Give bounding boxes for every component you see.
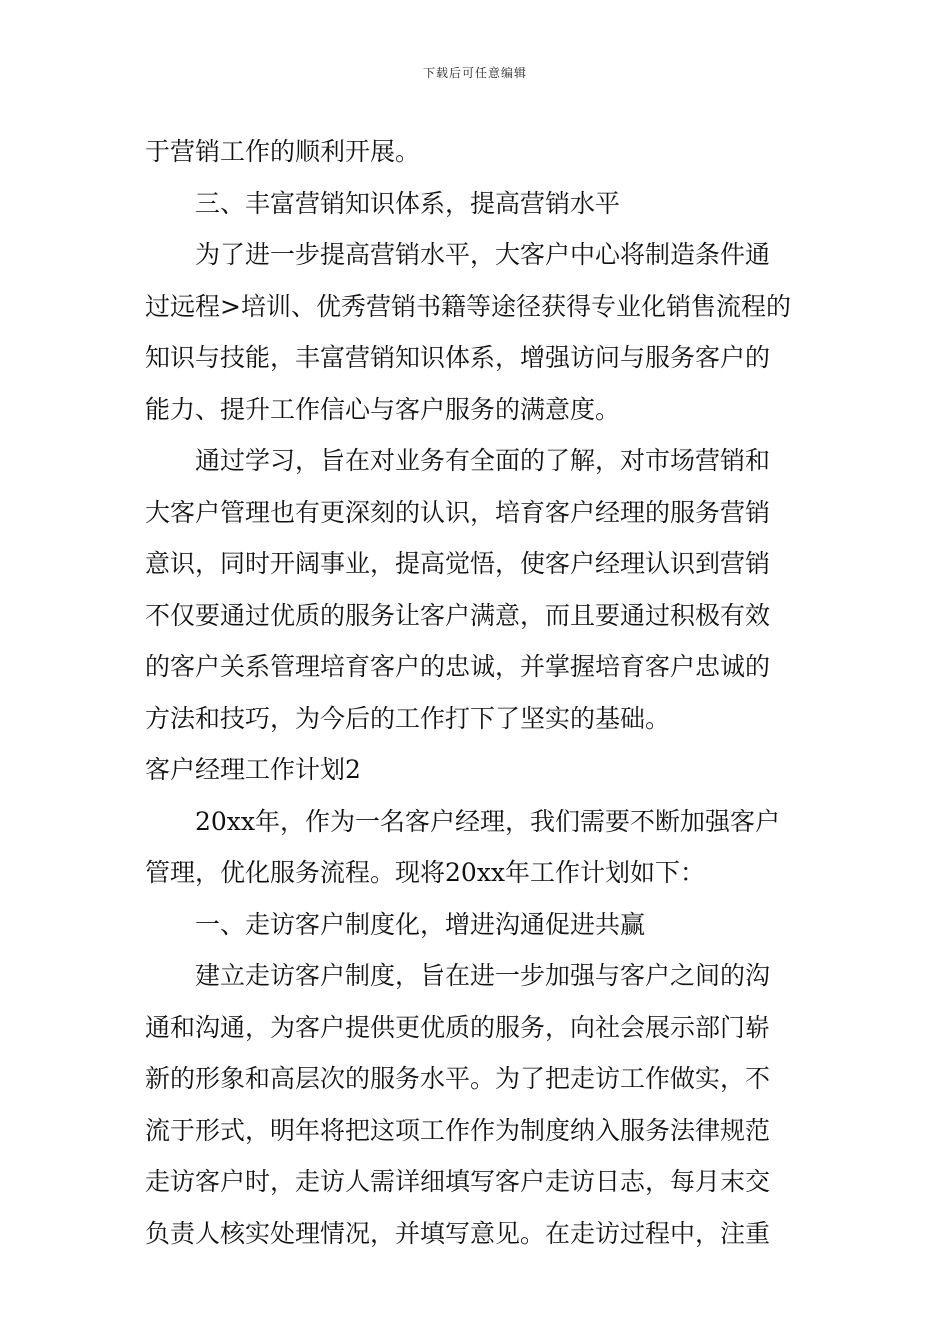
text-line: 走访客户时，走访人需详细填写客户走访日志，每月末交 <box>145 1167 771 1196</box>
section-heading: 三、丰富营销知识体系，提高营销水平 <box>195 188 621 218</box>
text-line: 能力、提升工作信心与客户服务的满意度。 <box>145 394 621 424</box>
document-body <box>145 126 810 1259</box>
document-title: 客户经理工作计划2 <box>145 755 361 784</box>
page-header-note: 下载后可任意编辑 <box>422 66 527 80</box>
text-line: 通过学习，旨在对业务有全面的了解，对市场营销和 <box>195 446 771 475</box>
text-line: 流于形式，明年将把这项工作作为制度纳入服务法律规范 <box>145 1115 771 1145</box>
text-line: 新的形象和高层次的服务水平。为了把走访工作做实，不 <box>145 1064 771 1093</box>
text-line: 意识，同时开阔事业，提高觉悟，使客户经理认识到营销 <box>145 549 771 578</box>
text-line: 知识与技能，丰富营销知识体系，增强访问与服务客户的 <box>145 343 771 372</box>
text-line: 不仅要通过优质的服务让客户满意，而且要通过积极有效 <box>145 600 771 630</box>
text-line: 建立走访客户制度，旨在进一步加强与客户之间的沟 <box>195 961 771 990</box>
text-line: 的客户关系管理培育客户的忠诚，并掌握培育客户忠诚的 <box>145 652 771 681</box>
text-line: 20xx年，作为一名客户经理，我们需要不断加强客户 <box>195 806 781 836</box>
text-line: 负责人核实处理情况，并填写意见。在走访过程中，注重 <box>145 1218 771 1248</box>
text-line: 大客户管理也有更深刻的认识，培育客户经理的服务营销 <box>145 497 771 527</box>
text-line: 通和沟通，为客户提供更优质的服务，向社会展示部门崭 <box>145 1012 771 1042</box>
text-line: 方法和技巧，为今后的工作打下了坚实的基础。 <box>145 703 671 733</box>
text-line: 于营销工作的顺利开展。 <box>145 137 421 166</box>
text-line: 过远程>培训、优秀营销书籍等途径获得专业化销售流程的 <box>145 291 791 321</box>
section-heading: 一、走访客户制度化，增进沟通促进共赢 <box>195 909 646 939</box>
text-line: 管理，优化服务流程。现将20xx年工作计划如下： <box>145 858 706 887</box>
text-line: 为了进一步提高营销水平，大客户中心将制造条件通 <box>195 240 771 269</box>
